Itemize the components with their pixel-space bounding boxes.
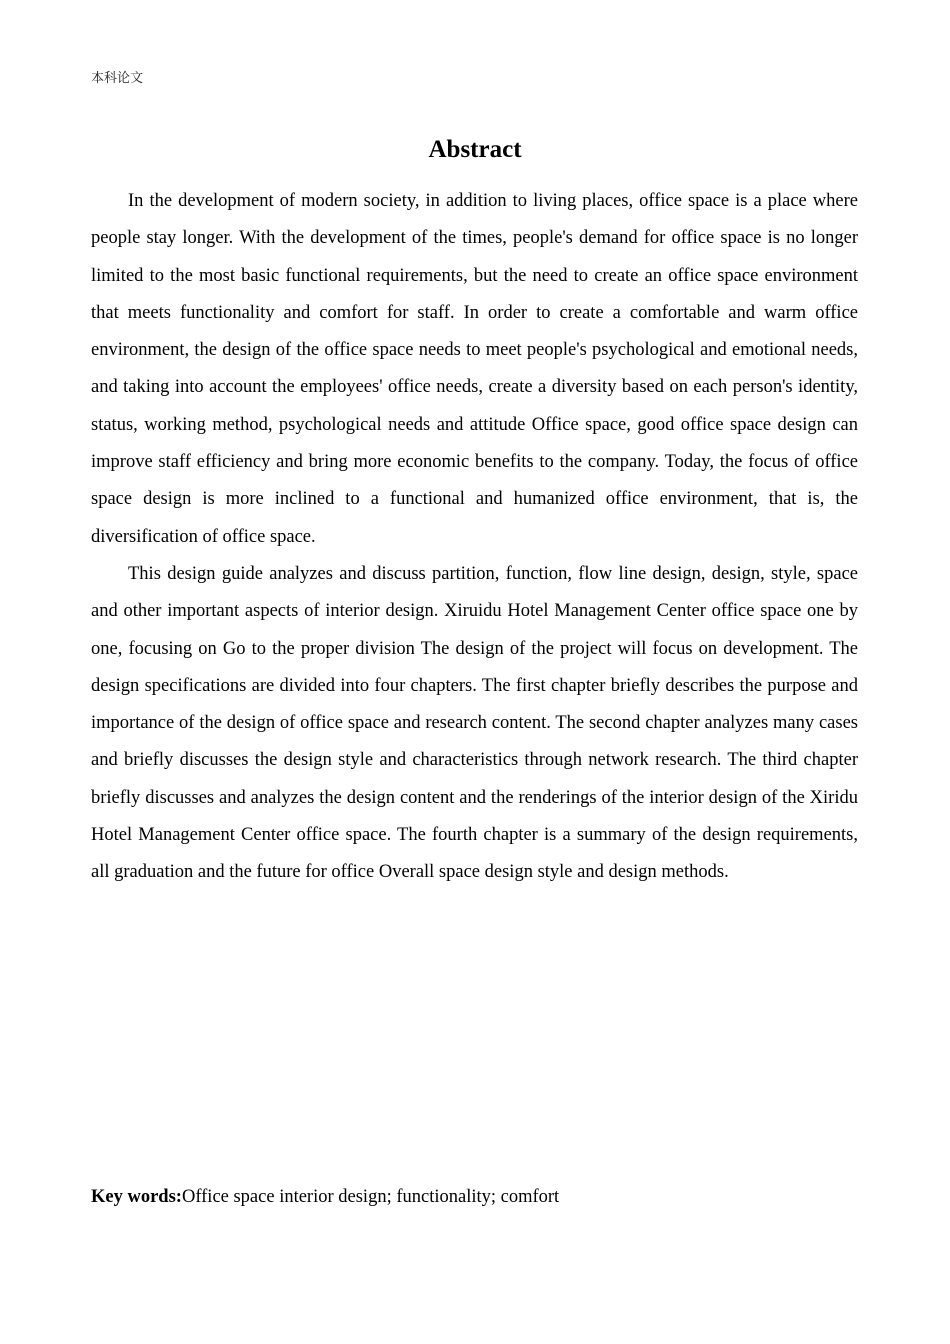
abstract-title: Abstract bbox=[428, 136, 522, 163]
abstract-paragraph-1: In the development of modern society, in addition to living places, office space is a place where people stay longer. With the development of the times, people's demand for office space is no longer limited to the most basic functional requirements, but the need to create an office space environment that meets functionality and comfort for staff. In order to create a comfortable and warm office environment, the design of the office space needs to meet people's psychological and emotional needs, and taking into account the employees' office needs, create a diversity based on each person's identity, status, working method, psychological needs and attitude Office space, good office space design can improve staff efficiency and bring more economic benefits to the company. Today, the focus of office space design is more inclined to a functional and humanized office environment, that is, the diversification of office space. bbox=[91, 191, 858, 547]
abstract-body bbox=[91, 183, 858, 892]
keywords-value: Office space interior design; functionality; comfort bbox=[181, 1187, 560, 1207]
keywords-line bbox=[91, 1183, 559, 1211]
running-header: 本科论文 bbox=[91, 71, 144, 86]
keywords-label: Key words: bbox=[91, 1187, 182, 1207]
abstract-paragraph-2: This design guide analyzes and discuss partition, function, flow line design, design, style, space and other important aspects of interior design. Xiruidu Hotel Management Center office space one by one, focusing on Go to the proper division The design of the project will focus on development. The design specifications are divided into four chapters. The first chapter briefly describes the purpose and importance of the design of office space and research content. The second chapter analyzes many cases and briefly discusses the design style and characteristics through network research. The third chapter briefly discusses and analyzes the design content and the renderings of the interior design of the Xiridu Hotel Management Center office space. The fourth chapter is a summary of the design requirements, all graduation and the future for office Overall space design style and design methods. bbox=[91, 563, 858, 883]
